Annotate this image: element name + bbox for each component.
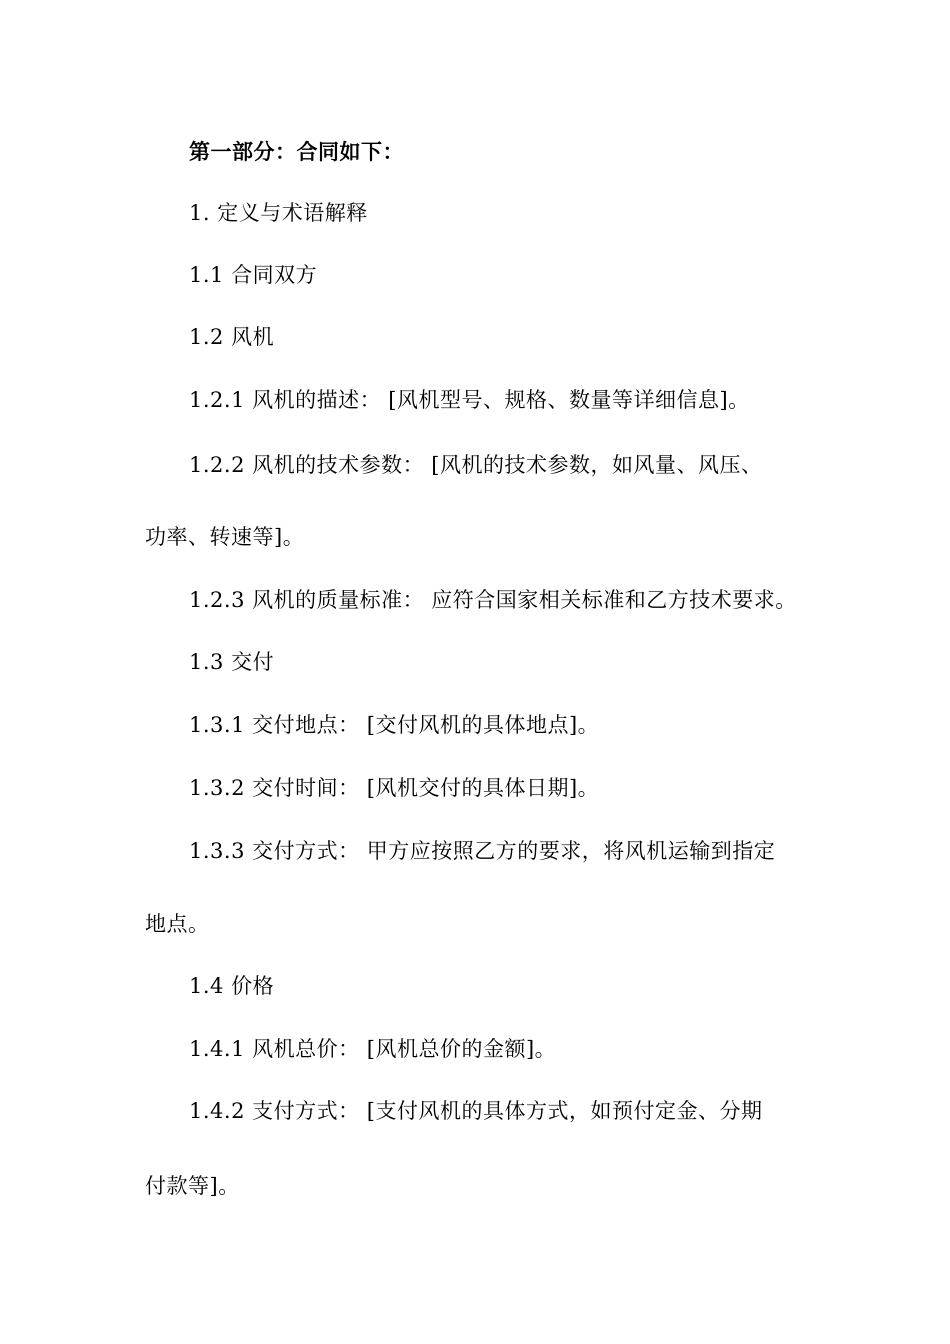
clause-1-2-2: 1.2.2 风机的技术参数： [风机的技术参数，如风量、风压、 [189, 453, 763, 477]
clause-1-3-3-continued: 地点。 [145, 912, 210, 936]
clause-1-2-2-continued: 功率、转速等]。 [145, 525, 305, 549]
clause-1-4-2-continued: 付款等]。 [145, 1174, 240, 1198]
clause-1-4-1: 1.4.1 风机总价： [风机总价的金额]。 [189, 1037, 557, 1061]
clause-1-1: 1.1 合同双方 [189, 263, 318, 287]
clause-1-3-1: 1.3.1 交付地点： [交付风机的具体地点]。 [189, 713, 600, 737]
clause-1-3: 1.3 交付 [189, 650, 275, 674]
clause-1-2-1: 1.2.1 风机的描述： [风机型号、规格、数量等详细信息]。 [189, 388, 750, 412]
clause-1: 1. 定义与术语解释 [189, 201, 368, 225]
clause-1-3-2: 1.3.2 交付时间： [风机交付的具体日期]。 [189, 776, 600, 800]
section-heading: 第一部分：合同如下： [189, 139, 404, 164]
clause-1-4-2: 1.4.2 支付方式： [支付风机的具体方式，如预付定金、分期 [189, 1099, 763, 1123]
clause-1-4: 1.4 价格 [189, 974, 275, 998]
clause-1-3-3: 1.3.3 交付方式： 甲方应按照乙方的要求，将风机运输到指定 [189, 839, 776, 863]
clause-1-2: 1.2 风机 [189, 325, 275, 349]
clause-1-2-3: 1.2.3 风机的质量标准： 应符合国家相关标准和乙方技术要求。 [189, 588, 797, 612]
